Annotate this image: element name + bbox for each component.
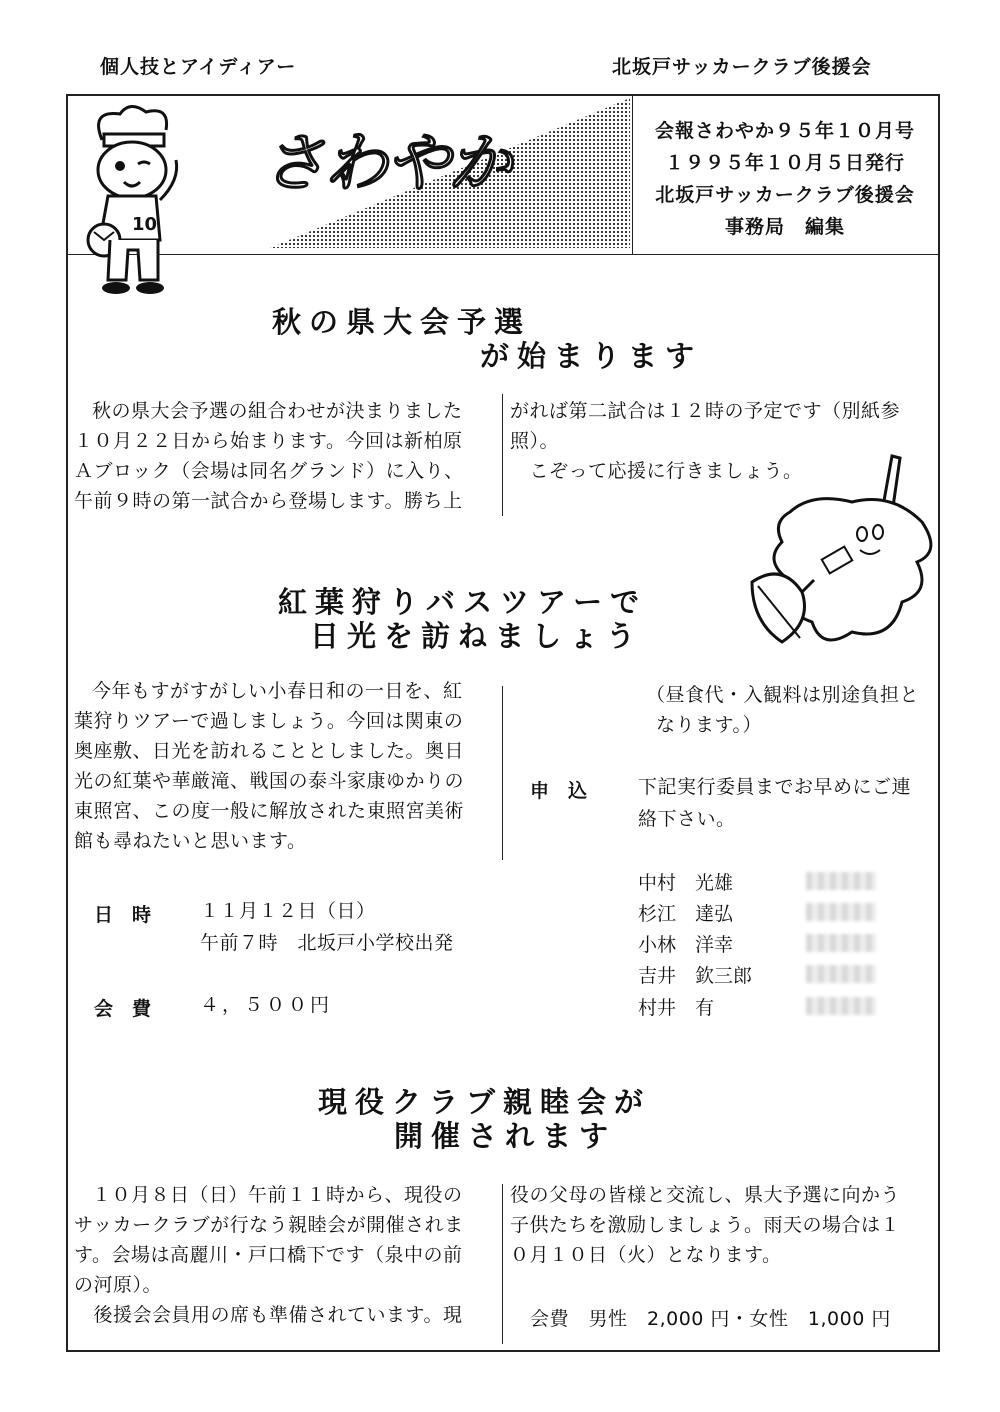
issue-info-line-1: 会報さわやか９５年１０月号 <box>654 120 915 142</box>
article2-heading-line1: 紅葉狩りバスツアーで <box>278 585 648 619</box>
article1-left-line: 秋の県大会予選の組合わせが決まりました <box>92 400 463 422</box>
article3-left-line: す。会場は高麗川・戸口橋下です（泉中の前 <box>74 1244 463 1266</box>
masthead-divider <box>68 254 938 255</box>
article1-right-line: がれば第二試合は１２時の予定です（別紙参 <box>510 400 901 422</box>
article2-left-line: 光の紅葉や華厳滝、戦国の泰斗家康ゆかりの <box>74 770 465 792</box>
article2-column-divider <box>502 686 503 860</box>
article3-left-line: サッカークラブが行なう親睦会が開催されま <box>74 1214 464 1236</box>
article3-right-column <box>510 1180 900 1270</box>
article3-heading-line1: 現役クラブ親睦会が <box>318 1085 652 1119</box>
article3-left-line: １０月８日（日）午前１１時から、現役の <box>92 1184 463 1206</box>
redacted-phone <box>806 903 876 921</box>
issue-info-line-2: １９９５年１０月５日発行 <box>664 152 905 174</box>
article3-left-line: 後援会会員用の席も準備されています。現 <box>74 1304 463 1326</box>
date-value-line-1: １１月１２日（日） <box>200 900 376 922</box>
header-right-text: 北坂戸サッカークラブ後援会 <box>612 56 872 78</box>
article3-right-line: ０月１０日（火）となります。 <box>510 1244 782 1266</box>
committee-member: 小林 洋幸 <box>638 934 734 956</box>
article2-left-column <box>74 676 464 856</box>
redacted-phone <box>806 965 876 983</box>
issue-info-line-3: 北坂戸サッカークラブ後援会 <box>655 184 915 206</box>
article3-left-column <box>74 1180 464 1330</box>
newsletter-title: さわやか <box>262 127 510 201</box>
article2-left-line: 東照宮、この度一般に解放された東照宮美術 <box>74 800 465 822</box>
redacted-phone <box>806 872 876 890</box>
apply-text-line-2: 絡下さい。 <box>638 808 736 830</box>
soccer-boy-mascot-illustration <box>80 100 190 300</box>
article3-right-line: 子供たちを激励しましょう。雨天の場合は１ <box>510 1214 901 1236</box>
gathering-fee-line: 会費 男性 2,000 円・女性 1,000 円 <box>530 1308 891 1330</box>
committee-member: 中村 光雄 <box>638 872 734 894</box>
article1-right-line: こぞって応援に行きましょう。 <box>510 460 803 482</box>
date-value-line-2: 午前７時 北坂戸小学校出発 <box>200 932 454 954</box>
apply-text-line-1: 下記実行委員までお早めにご連 <box>638 776 912 798</box>
meal-note-line-1: （昼食代・入観料は別途負担と <box>646 684 920 706</box>
article1-right-line: 照）。 <box>510 430 560 452</box>
fee-value: ４，５００円 <box>200 994 333 1016</box>
article1-heading-line2: が始まります <box>480 339 703 373</box>
header-left-text: 個人技とアイディアー <box>100 56 297 78</box>
article3-right-line: 役の父母の皆様と交流し、県大予選に向かう <box>510 1184 901 1206</box>
date-label: 日 時 <box>94 904 152 926</box>
article2-left-line: 館も尋ねたいと思います。 <box>74 830 307 852</box>
masthead-column-divider <box>632 96 633 254</box>
article3-left-line: の河原）。 <box>74 1274 163 1296</box>
article2-left-line: 奥座敷、日光を訪れることとしました。奥日 <box>74 740 465 762</box>
article1-left-line: 午前９時の第一試合から登場します。勝ち上 <box>74 490 463 512</box>
article1-column-divider <box>502 394 503 516</box>
article1-left-line: １０月２２日から始まります。今回は新柏原 <box>74 430 463 452</box>
mascot-shirt-number: 10 <box>132 214 158 235</box>
article1-left-line: Ａブロック（会場は同名グランド）に入り、 <box>74 460 464 482</box>
article3-column-divider <box>502 1184 503 1344</box>
redacted-phone <box>806 934 876 952</box>
maple-leaf-character-illustration <box>742 452 942 652</box>
committee-member: 村井 有 <box>638 997 715 1019</box>
redacted-phone <box>806 997 876 1015</box>
article2-heading-line2: 日光を訪ねましょう <box>310 619 644 653</box>
issue-info-line-4: 事務局 編集 <box>724 216 845 238</box>
committee-member: 杉江 達弘 <box>638 903 734 925</box>
article1-left-column <box>74 396 464 516</box>
article2-left-line: 今年もすがすがしい小春日和の一日を、紅 <box>92 680 463 702</box>
committee-member: 吉井 欽三郎 <box>638 965 753 987</box>
article1-heading-line1: 秋の県大会予選 <box>272 305 532 339</box>
fee-label: 会 費 <box>94 998 152 1020</box>
apply-label: 申 込 <box>530 780 588 802</box>
article2-left-line: 葉狩りツアーで過しましょう。今回は関東の <box>74 710 464 732</box>
meal-note-line-2: なります。） <box>656 714 762 736</box>
article3-heading-line2: 開催されます <box>394 1119 617 1153</box>
